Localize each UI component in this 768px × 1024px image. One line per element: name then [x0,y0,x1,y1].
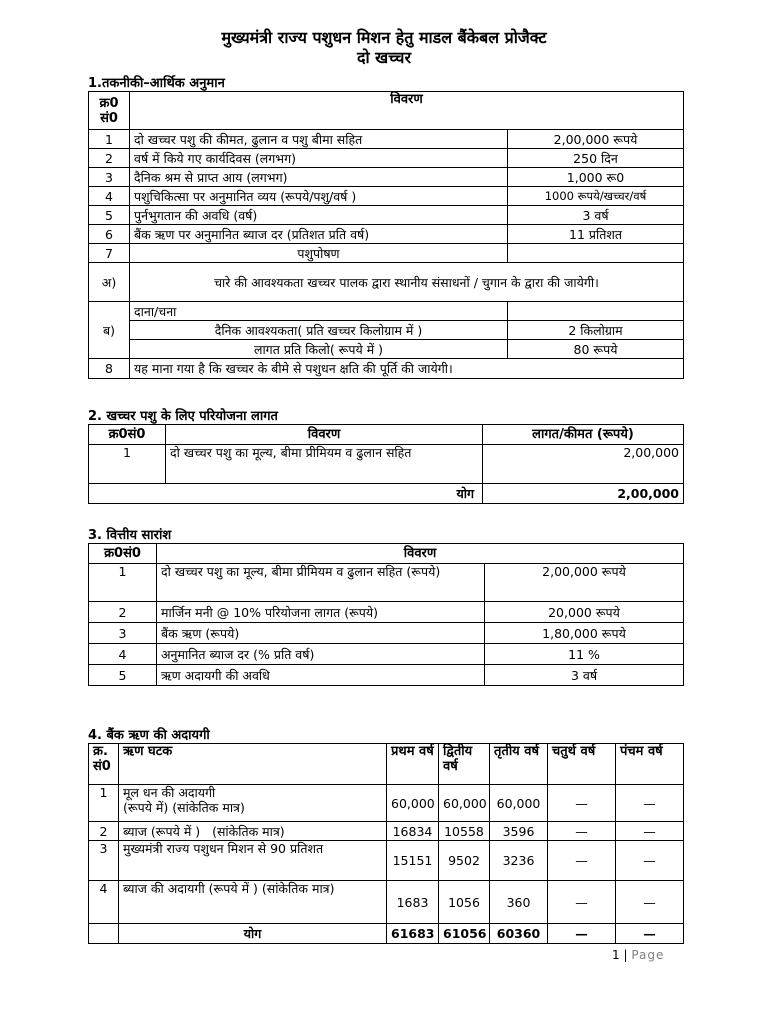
row-description: अनुमानित ब्याज दर (% प्रति वर्ष) [157,644,485,665]
table-row [89,445,684,484]
row-description: बैंक ऋण (रूपये) [157,623,485,644]
header-description: विवरण [166,425,483,445]
table-row [89,564,684,602]
header-year-2: द्वितीय वर्ष [439,744,490,785]
header-component: ऋण घटक [119,744,387,785]
row-component: ब्याज (रूपये में ) (सांकेतिक मात्र) [119,822,387,841]
row-value: — [616,841,684,881]
table-header-row [89,744,684,785]
row-component: मुख्यमंत्री राज्य पशुधन मिशन से 90 प्रतिशत [119,841,387,881]
page-footer [612,948,664,962]
row-description: पशुपोषण [130,244,508,263]
header-sn: क्र. सं0 [89,744,119,785]
row-value: — [616,822,684,841]
row-description: पशुचिकित्सा पर अनुमानित व्यय (रूपये/पशु/वर्ष ) [130,187,508,206]
row-description: दो खच्चर पशु का मूल्य, बीमा प्रीमियम व ढुलान सहित (रूपये) [157,564,485,602]
table-row [89,623,684,644]
section2-heading: 2. खच्चर पशु के लिए परियोजना लागत [88,409,278,424]
table-row [89,822,684,841]
row-value: — [548,841,616,881]
header-year-3: तृतीय वर्ष [490,744,548,785]
table-row [89,302,684,321]
page-label: Page [631,948,665,962]
page-number: 1 [612,948,620,962]
row-value: — [548,785,616,822]
row-description: ऋण अदायगी की अवधि [157,665,485,686]
table-row [89,321,684,340]
document-title: मुख्यमंत्री राज्य पशुधन मिशन हेतु माडल बैंकेबल प्रोजैक्ट [221,28,547,47]
row-value: — [616,785,684,822]
row-value: 60,000 [490,785,548,822]
header-sn: क्र0सं0 [89,425,166,445]
row-sn: 4 [89,881,119,924]
row-sn: 7 [89,244,130,263]
row-description: बैंक ऋण पर अनुमानित ब्याज दर (प्रतिशत प्रति वर्ष) [130,225,508,244]
table-row [89,244,684,263]
total-value: — [616,924,684,944]
total-value: 61056 [439,924,490,944]
row-value: 3 वर्ष [485,665,684,686]
row-description: वर्ष में किये गए कार्यदिवस (लगभग) [130,149,508,168]
row-value: 60,000 [387,785,439,822]
row-description: दैनिक आवश्यकता( प्रति खच्चर किलोग्राम में ) [130,321,508,340]
row-description: दैनिक श्रम से प्राप्त आय (लगभग) [130,168,508,187]
loan-repayment-table [88,743,684,944]
total-label: योग [89,484,483,504]
row-description: दाना/चना [130,302,508,321]
row-value: 9502 [439,841,490,881]
row-value: 10558 [439,822,490,841]
total-value: 2,00,000 [483,484,684,504]
row-description: यह माना गया है कि खच्चर के बीमे से पशुधन क्षति की पूर्ति की जायेगी। [130,359,684,379]
row-sn: 4 [89,644,157,665]
row-description: पुर्नभुगतान की अवधि (वर्ष) [130,206,508,225]
total-value: 60360 [490,924,548,944]
table-row [89,881,684,924]
row-value: 2,00,000 [483,445,684,484]
row-sn: 6 [89,225,130,244]
financial-summary-table [88,543,684,686]
table-row [89,785,684,822]
row-value-empty [508,302,684,321]
table-row [89,665,684,686]
row-sn: 5 [89,206,130,225]
total-sn-empty [89,924,119,944]
row-sn: 1 [89,445,166,484]
row-value: 2,00,000 रूपये [485,564,684,602]
row-component: मूल धन की अदायगी (रूपये में) (सांकेतिक मात्र) [119,785,387,822]
row-value: 250 दिन [508,149,684,168]
row-sn: 3 [89,168,130,187]
row-description: मार्जिन मनी @ 10% परियोजना लागत (रूपये) [157,602,485,623]
section1-heading: 1.तकनीकी–आर्थिक अनुमान [88,76,225,91]
table-row [89,359,684,379]
row-description: लागत प्रति किलो( रूपये में ) [130,340,508,359]
header-sn: क्र0सं0 [89,544,157,564]
row-sn: 1 [89,564,157,602]
table-row [89,206,684,225]
row-sn: 4 [89,187,130,206]
row-sn: 3 [89,841,119,881]
total-label: योग [119,924,387,944]
header-year-4: चतुर्थ वर्ष [548,744,616,785]
row-sn: 2 [89,822,119,841]
row-value: 3596 [490,822,548,841]
header-description: विवरण [157,544,684,564]
table-row [89,340,684,359]
table-row [89,225,684,244]
row-description: चारे की आवश्यकता खच्चर पालक द्वारा स्थानीय संसाधनों / चुगान के द्वारा की जायेगी। [130,263,684,302]
row-description: दो खच्चर पशु की कीमत, ढुलान व पशु बीमा सहित [130,130,508,149]
row-description: दो खच्चर पशु का मूल्य, बीमा प्रीमियम व ढुलान सहित [166,445,483,484]
table-row [89,644,684,665]
row-value: — [548,822,616,841]
row-sn: 3 [89,623,157,644]
document-subtitle: दो खच्चर [356,48,412,67]
total-row [89,484,684,504]
row-value: 3 वर्ष [508,206,684,225]
total-row [89,924,684,944]
section3-heading: 3. वित्तीय सारांश [88,528,172,543]
row-sn: ब) [89,302,130,359]
header-cost: लागत/कीमत (रूपये) [483,425,684,445]
table-row [89,168,684,187]
row-value: 360 [490,881,548,924]
project-cost-table [88,424,684,504]
row-value: 16834 [387,822,439,841]
row-value: 60,000 [439,785,490,822]
table-header-row [89,425,684,445]
table-header-row [89,544,684,564]
table-row [89,130,684,149]
row-value: 1000 रूपये/खच्चर/वर्ष [508,187,684,206]
table-header-row [89,92,684,130]
total-value: — [548,924,616,944]
row-value: 1056 [439,881,490,924]
row-value: 1683 [387,881,439,924]
header-description: विवरण [130,92,684,130]
row-value: 3236 [490,841,548,881]
row-value: 2 किलोग्राम [508,321,684,340]
row-value: 20,000 रूपये [485,602,684,623]
row-value: — [616,881,684,924]
row-sn: 2 [89,602,157,623]
section4-heading: 4. बैंक ऋण की अदायगी [88,728,210,743]
row-sn: अ) [89,263,130,302]
row-component: ब्याज की अदायगी (रूपये में ) (सांकेतिक मात्र) [119,881,387,924]
techno-economic-table [88,91,684,379]
row-value: — [548,881,616,924]
header-year-5: पंचम वर्ष [616,744,684,785]
row-value: 11 प्रतिशत [508,225,684,244]
row-sn: 1 [89,130,130,149]
row-sn: 5 [89,665,157,686]
header-year-1: प्रथम वर्ष [387,744,439,785]
page-separator: | [619,948,632,962]
table-row [89,602,684,623]
table-row [89,149,684,168]
row-sn: 8 [89,359,130,379]
row-sn: 1 [89,785,119,822]
row-sn: 2 [89,149,130,168]
table-row [89,187,684,206]
table-row [89,841,684,881]
row-value: 2,00,000 रूपये [508,130,684,149]
total-value: 61683 [387,924,439,944]
row-value: 1,80,000 रूपये [485,623,684,644]
table-row [89,263,684,302]
row-value: 11 % [485,644,684,665]
row-value: 80 रूपये [508,340,684,359]
header-sn: क्र0 सं0 [89,92,130,130]
row-value-empty [508,244,684,263]
row-value: 1,000 रू0 [508,168,684,187]
row-value: 15151 [387,841,439,881]
